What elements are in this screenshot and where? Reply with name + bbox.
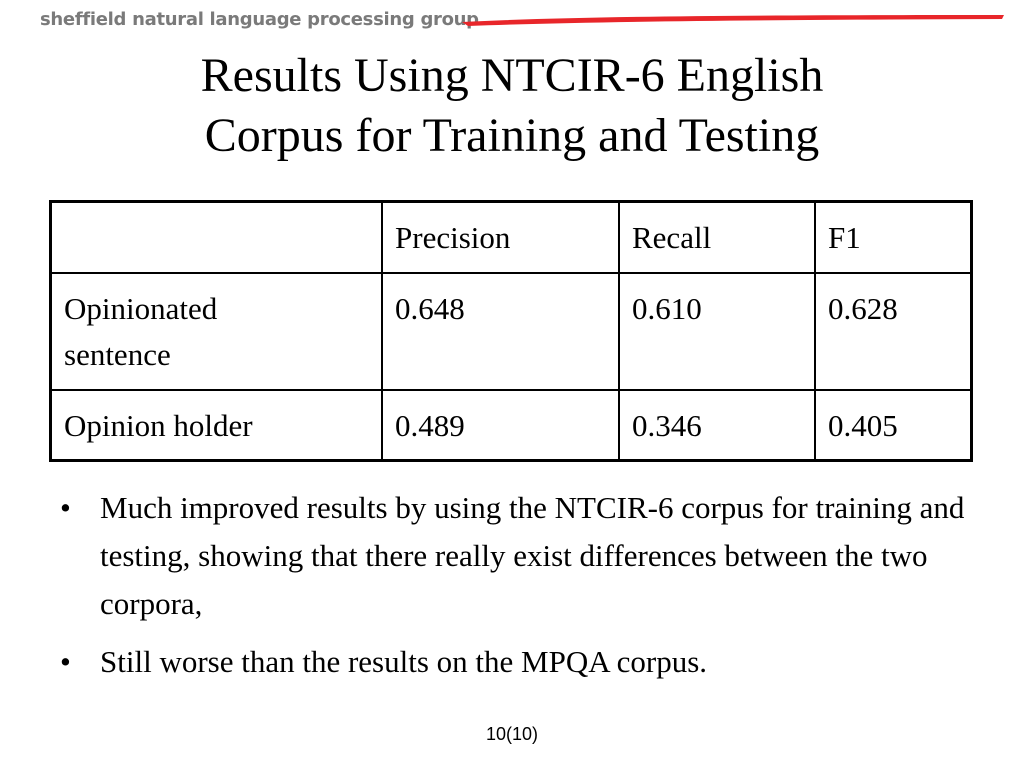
- table-header-row: [51, 202, 972, 273]
- recall-value: 0.346: [619, 390, 815, 461]
- row-label-line-1: Opinionated: [64, 290, 218, 326]
- table-header-recall: Recall: [619, 202, 815, 273]
- red-brush-stroke: [458, 12, 1006, 28]
- bullet-marker: •: [60, 644, 71, 679]
- table-header-f1: F1: [815, 202, 972, 273]
- f1-value: 0.405: [815, 390, 972, 461]
- results-table: [49, 200, 973, 462]
- title-line-2: Corpus for Training and Testing: [204, 109, 820, 162]
- precision-value: 0.489: [382, 390, 619, 461]
- slide-title: [0, 46, 1024, 166]
- f1-value: 0.628: [815, 273, 972, 390]
- title-line-1: Results Using NTCIR-6 English: [200, 49, 824, 102]
- slide-header: [0, 0, 1024, 44]
- row-label-line-2: sentence: [64, 337, 171, 372]
- precision-value: 0.648: [382, 273, 619, 390]
- page-number: 10(10): [485, 724, 539, 744]
- bullet-text: Still worse than the results on the MPQA corpus.: [100, 644, 708, 679]
- bullet-item: [60, 638, 980, 686]
- table-row: [51, 390, 972, 461]
- bullet-marker: •: [60, 490, 71, 525]
- row-label: [51, 273, 383, 390]
- bullet-text: Much improved results by using the NTCIR-6 corpus for training and testing, showing that there really exist differences between the two corpora,: [100, 490, 965, 621]
- bullet-list: [60, 484, 980, 696]
- bullet-item: [60, 484, 980, 628]
- table-header-precision: Precision: [382, 202, 619, 273]
- table-row: [51, 273, 972, 390]
- table-header-empty: [51, 202, 383, 273]
- group-logo: sheffield natural language processing group: [40, 9, 479, 30]
- row-label: Opinion holder: [51, 390, 383, 461]
- recall-value: 0.610: [619, 273, 815, 390]
